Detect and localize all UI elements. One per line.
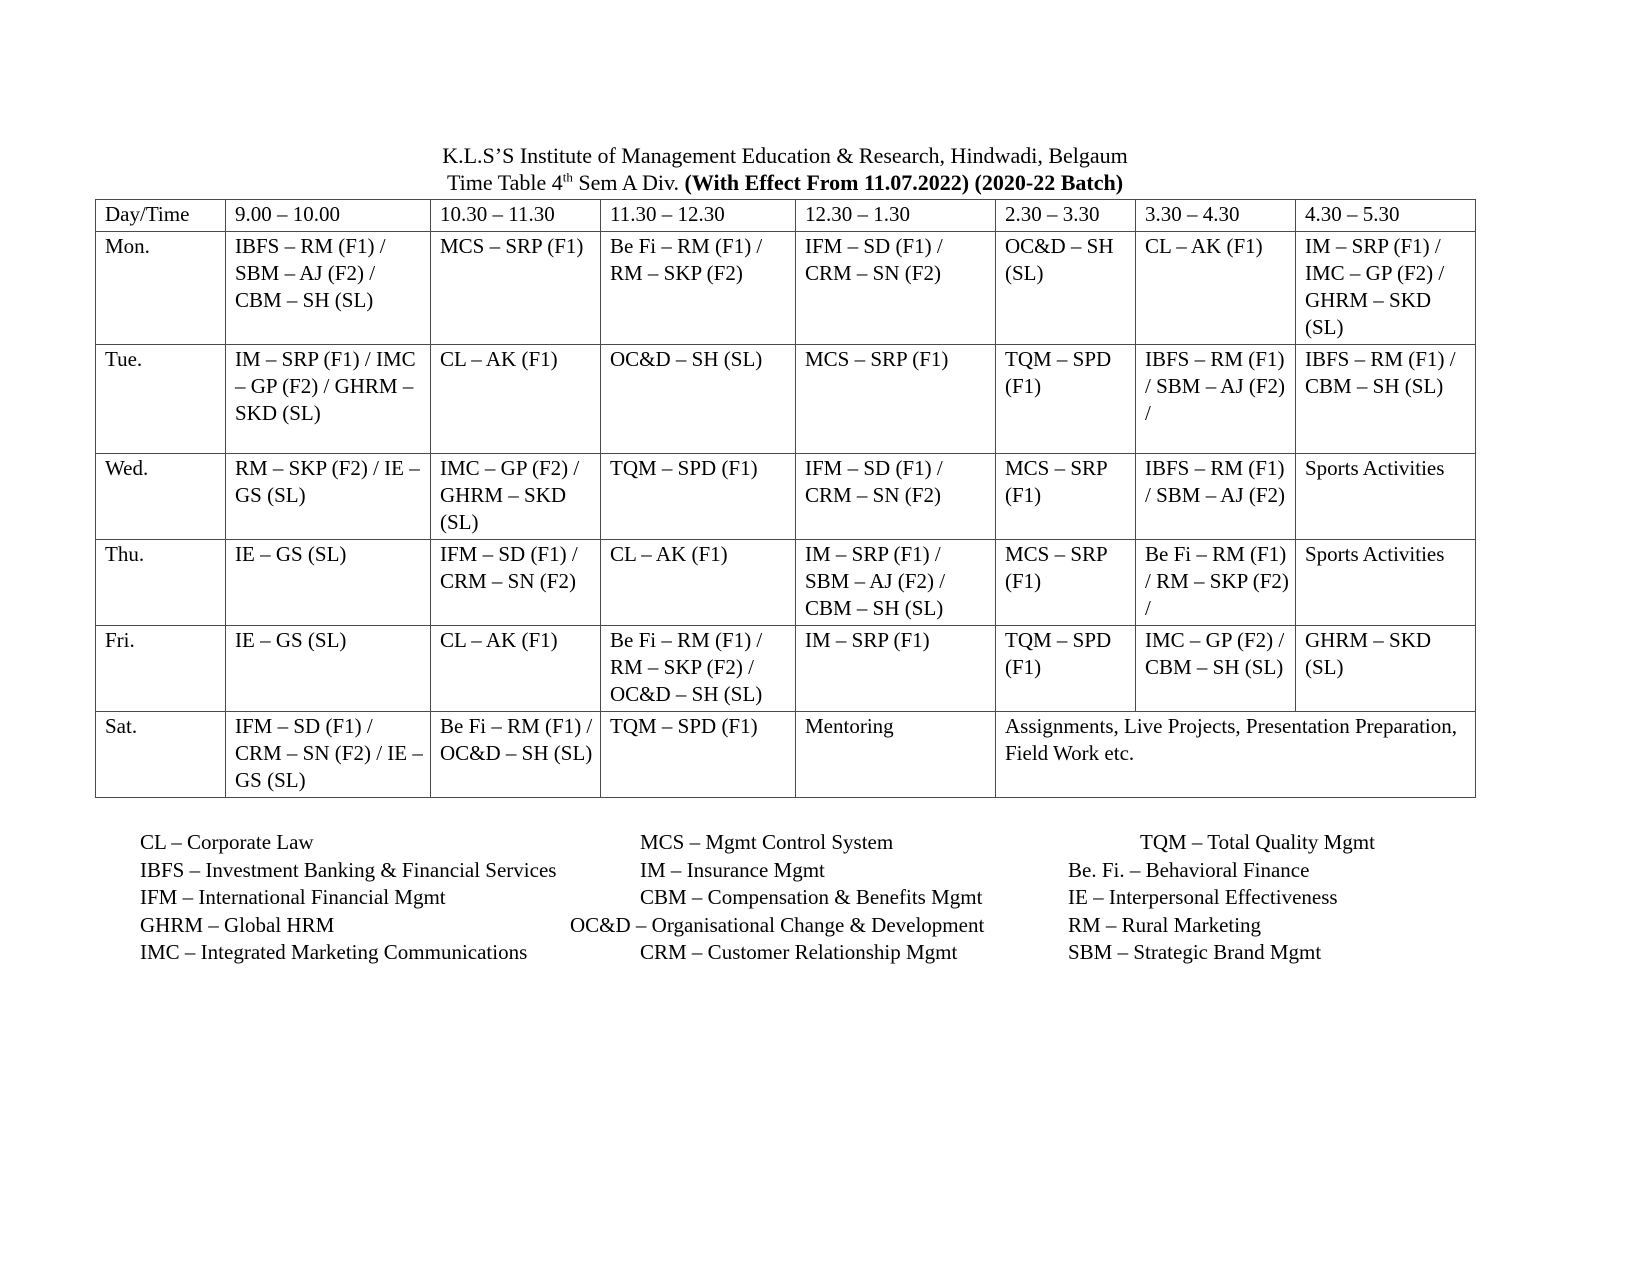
schedule-cell: IMC – GP (F2) / CBM – SH (SL)	[1136, 626, 1296, 712]
schedule-cell: Be Fi – RM (F1) / OC&D – SH (SL)	[431, 712, 601, 798]
schedule-cell: IE – GS (SL)	[226, 540, 431, 626]
schedule-cell: OC&D – SH (SL)	[601, 345, 796, 454]
schedule-cell: IBFS – RM (F1) / SBM – AJ (F2) / CBM – SH (SL)	[226, 232, 431, 345]
legend-entry: GHRM – Global HRM	[140, 912, 335, 937]
day-cell-wednesday: Wed.	[96, 454, 226, 540]
table-row-saturday	[96, 712, 1476, 798]
day-cell-saturday: Sat.	[96, 712, 226, 798]
document-content	[95, 142, 1475, 967]
subtitle-mid: Sem A Div.	[572, 170, 685, 195]
day-time-header: Day/Time	[96, 200, 226, 232]
schedule-cell: MCS – SRP (F1)	[996, 454, 1136, 540]
schedule-cell: IM – SRP (F1) / IMC – GP (F2) / GHRM – SKD (SL)	[1296, 232, 1476, 345]
schedule-cell: IE – GS (SL)	[226, 626, 431, 712]
legend-entry: SBM – Strategic Brand Mgmt	[1068, 940, 1322, 964]
legend-entry: IFM – International Financial Mgmt	[140, 885, 446, 909]
timeslot-header-4: 12.30 – 1.30	[796, 200, 996, 232]
legend-column-2	[570, 829, 1040, 967]
timetable-subtitle	[95, 169, 1475, 196]
legend-entry: CBM – Compensation & Benefits Mgmt	[640, 885, 983, 909]
schedule-cell: MCS – SRP (F1)	[796, 345, 996, 454]
schedule-cell: IFM – SD (F1) / CRM – SN (F2)	[796, 232, 996, 345]
schedule-cell: IBFS – RM (F1) / CBM – SH (SL)	[1296, 345, 1476, 454]
schedule-cell: IM – SRP (F1) / IMC – GP (F2) / GHRM – SKD (SL)	[226, 345, 431, 454]
legend-column-1	[140, 829, 570, 967]
header-row	[96, 200, 1476, 232]
schedule-cell: IFM – SD (F1) / CRM – SN (F2)	[796, 454, 996, 540]
subtitle-prefix: Time Table 4	[446, 170, 563, 195]
schedule-cell: Sports Activities	[1296, 454, 1476, 540]
schedule-cell: Sports Activities	[1296, 540, 1476, 626]
schedule-cell: TQM – SPD (F1)	[996, 345, 1136, 454]
legend-entry: CL – Corporate Law	[140, 830, 314, 854]
schedule-cell: OC&D – SH (SL)	[996, 232, 1136, 345]
schedule-cell: IM – SRP (F1) / SBM – AJ (F2) / CBM – SH (SL)	[796, 540, 996, 626]
table-row-thursday	[96, 540, 1476, 626]
abbreviation-legend	[140, 829, 1475, 967]
day-cell-thursday: Thu.	[96, 540, 226, 626]
schedule-cell: RM – SKP (F2) / IE – GS (SL)	[226, 454, 431, 540]
schedule-cell: Be Fi – RM (F1) / RM – SKP (F2) /	[1136, 540, 1296, 626]
schedule-cell: Be Fi – RM (F1) / RM – SKP (F2)	[601, 232, 796, 345]
timeslot-header-7: 4.30 – 5.30	[1296, 200, 1476, 232]
timeslot-header-6: 3.30 – 4.30	[1136, 200, 1296, 232]
timeslot-header-5: 2.30 – 3.30	[996, 200, 1136, 232]
schedule-cell: IFM – SD (F1) / CRM – SN (F2)	[431, 540, 601, 626]
schedule-cell: Be Fi – RM (F1) / RM – SKP (F2) / OC&D – SH (SL)	[601, 626, 796, 712]
schedule-cell: CL – AK (F1)	[431, 626, 601, 712]
table-row-friday	[96, 626, 1476, 712]
schedule-cell: CL – AK (F1)	[431, 345, 601, 454]
schedule-cell: TQM – SPD (F1)	[601, 454, 796, 540]
schedule-cell: MCS – SRP (F1)	[431, 232, 601, 345]
schedule-cell: IBFS – RM (F1) / SBM – AJ (F2)	[1136, 454, 1296, 540]
day-cell-monday: Mon.	[96, 232, 226, 345]
legend-entry: IMC – Integrated Marketing Communications	[140, 940, 528, 964]
legend-entry: IE – Interpersonal Effectiveness	[1068, 885, 1338, 909]
subtitle-superscript: th	[562, 169, 573, 185]
schedule-cell: CL – AK (F1)	[601, 540, 796, 626]
schedule-cell: TQM – SPD (F1)	[601, 712, 796, 798]
legend-entry: IBFS – Investment Banking & Financial Services	[140, 857, 557, 882]
timetable	[95, 199, 1476, 798]
timeslot-header-2: 10.30 – 11.30	[431, 200, 601, 232]
table-row-tuesday	[96, 345, 1476, 454]
legend-entry: MCS – Mgmt Control System	[640, 830, 894, 854]
legend-column-3	[1040, 829, 1470, 967]
institute-title: K.L.S’S Institute of Management Education & Research, Hindwadi, Belgaum	[442, 143, 1128, 168]
schedule-cell: IMC – GP (F2) / GHRM – SKD (SL)	[431, 454, 601, 540]
table-row-monday	[96, 232, 1476, 345]
subtitle-effect-date: (With Effect From 11.07.2022) (2020-22 Batch)	[684, 170, 1124, 195]
schedule-cell: MCS – SRP (F1)	[996, 540, 1136, 626]
legend-entry: TQM – Total Quality Mgmt	[1140, 830, 1375, 854]
schedule-cell: IFM – SD (F1) / CRM – SN (F2) / IE – GS (SL)	[226, 712, 431, 798]
schedule-cell: TQM – SPD (F1)	[996, 626, 1136, 712]
timeslot-header-3: 11.30 – 12.30	[601, 200, 796, 232]
legend-entry: IM – Insurance Mgmt	[640, 857, 825, 882]
legend-entry: RM – Rural Marketing	[1068, 912, 1262, 937]
schedule-cell: CL – AK (F1)	[1136, 232, 1296, 345]
schedule-cell: GHRM – SKD (SL)	[1296, 626, 1476, 712]
day-cell-tuesday: Tue.	[96, 345, 226, 454]
timeslot-header-1: 9.00 – 10.00	[226, 200, 431, 232]
day-cell-friday: Fri.	[96, 626, 226, 712]
legend-entry: Be. Fi. – Behavioral Finance	[1068, 857, 1310, 882]
schedule-cell: IM – SRP (F1)	[796, 626, 996, 712]
table-row-wednesday	[96, 454, 1476, 540]
title-block	[95, 142, 1475, 196]
schedule-cell-merged: Assignments, Live Projects, Presentation Preparation, Field Work etc.	[996, 712, 1476, 798]
schedule-cell: IBFS – RM (F1) / SBM – AJ (F2) /	[1136, 345, 1296, 454]
legend-entry: CRM – Customer Relationship Mgmt	[640, 940, 958, 964]
schedule-cell: Mentoring	[796, 712, 996, 798]
legend-entry: OC&D – Organisational Change & Development	[570, 912, 985, 937]
